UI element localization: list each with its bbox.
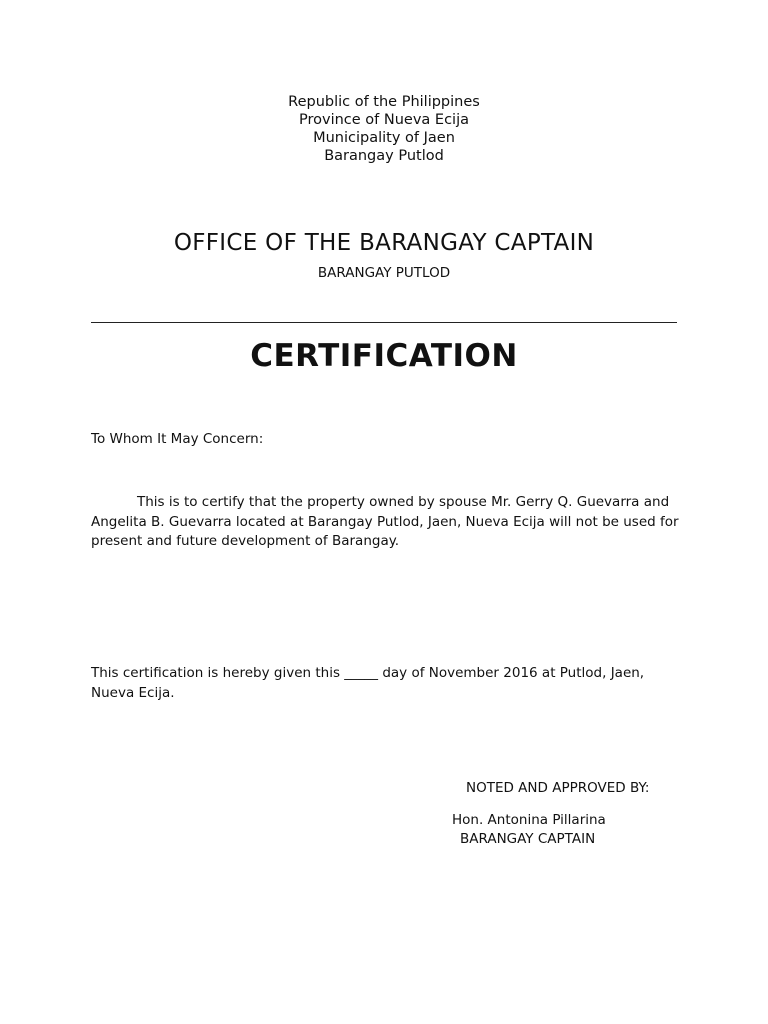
letterhead-province: Province of Nueva Ecija — [299, 112, 469, 128]
letterhead-barangay: Barangay Putlod — [324, 148, 444, 164]
approval-label: NOTED AND APPROVED BY: — [466, 780, 650, 796]
office-subtitle: BARANGAY PUTLOD — [317, 265, 451, 281]
letterhead-municipality: Municipality of Jaen — [313, 130, 455, 146]
signatory-position: BARANGAY CAPTAIN — [460, 831, 596, 847]
salutation: To Whom It May Concern: — [91, 431, 264, 447]
signatory-name: Hon. Antonina Pillarina — [452, 812, 606, 828]
header-divider — [91, 322, 677, 323]
certification-paragraph: This is to certify that the property owned by spouse Mr. Gerry Q. Guevarra and Angelita B. Guevarra located at Barangay Putlod, Jaen, Nueva Ecija will not be used for present and future development of Barangay. — [91, 494, 679, 549]
issuance-paragraph: This certification is hereby given this _____ day of November 2016 at Putlod, Jaen, Nueva Ecija. — [91, 665, 645, 701]
office-title: OFFICE OF THE BARANGAY CAPTAIN — [173, 230, 595, 256]
document-title: CERTIFICATION — [250, 338, 518, 374]
letterhead-country: Republic of the Philippines — [288, 94, 480, 110]
letterhead — [0, 93, 768, 165]
